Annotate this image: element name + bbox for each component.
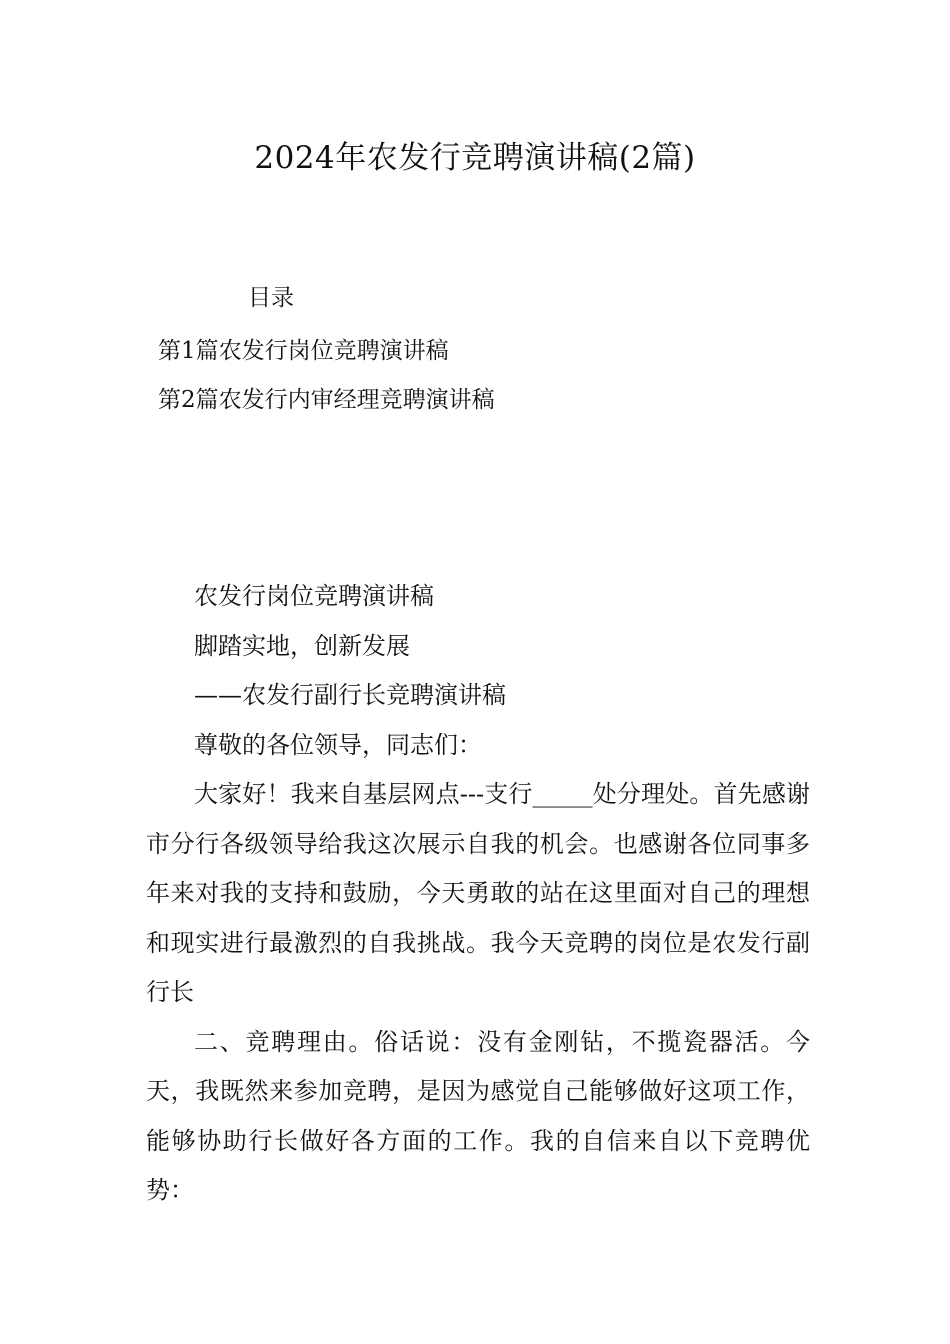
section-title: 农发行岗位竞聘演讲稿 [194,582,434,610]
toc-item-2[interactable]: 第2篇农发行内审经理竞聘演讲稿 [158,387,495,413]
speech-subtitle: 脚踏实地，创新发展 [194,631,410,660]
salutation: 尊敬的各位领导，同志们： [194,730,482,759]
toc-heading: 目录 [248,285,294,311]
document-body [146,572,810,1216]
body-paragraph-reasons: 二、竞聘理由。俗话说：没有金刚钻，不揽瓷器活。今天，我既然来参加竞聘，是因为感觉自己能够做好这项工作，能够协助行长做好各方面的工作。我的自信来自以下竞聘优势： [146,1027,810,1204]
document-title: 2024年农发行竞聘演讲稿(2篇) [254,140,696,176]
toc-list [158,327,495,425]
toc-item-1[interactable]: 第1篇农发行岗位竞聘演讲稿 [158,338,449,364]
body-paragraph-intro: 大家好！我来自基层网点---支行_____处分理处。首先感谢市分行各级领导给我这次展示自我的机会。也感谢各位同事多年来对我的支持和鼓励，今天勇敢的站在这里面对自己的理想和现实进行最激烈的自我挑战。我今天竞聘的岗位是农发行副行长 [146,780,810,1006]
speech-subheading: ——农发行副行长竞聘演讲稿 [194,681,506,709]
